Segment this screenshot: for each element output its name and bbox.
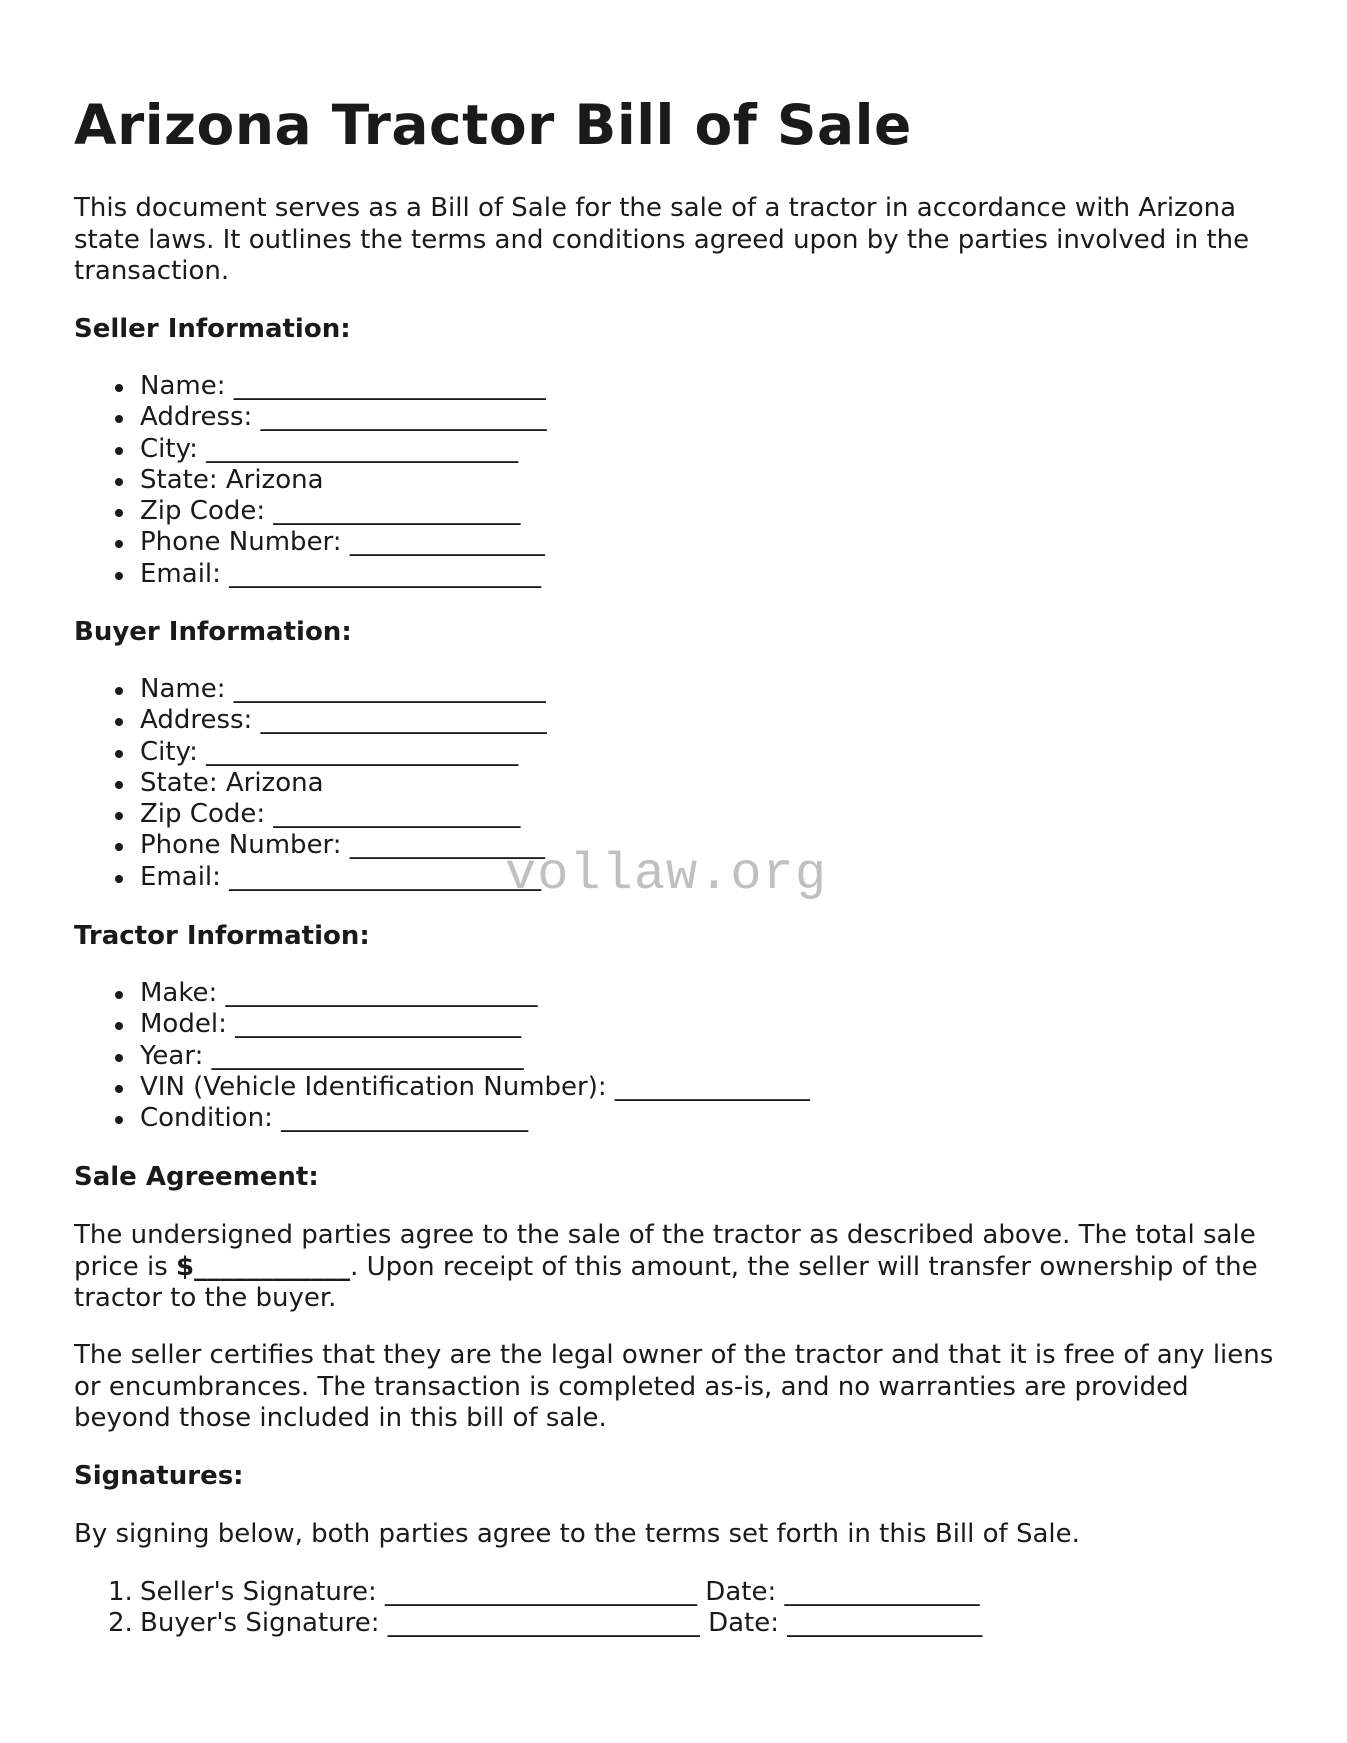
seller-name-field: Name: ________________________ [74,371,547,402]
buyer-name-field: Name: ________________________ [74,674,547,705]
sale-price-blank: $____________ [176,1251,351,1282]
seller-state-field: State: Arizona [74,465,547,496]
buyer-heading: Buyer Information: [74,617,352,647]
list-number: 2. [108,1608,133,1639]
seller-city-field: City: ________________________ [74,434,547,465]
tractor-year-field: Year: ________________________ [74,1041,810,1072]
buyer-state-field: State: Arizona [74,768,547,799]
tractor-condition-field: Condition: ___________________ [74,1103,810,1134]
buyer-address-field: Address: ______________________ [74,705,547,736]
sale-heading: Sale Agreement: [74,1162,319,1192]
signatures-intro: By signing below, both parties agree to the terms set forth in this Bill of Sale. [74,1519,1080,1549]
buyer-email-field: Email: ________________________ [74,862,547,893]
tractor-fields [74,978,810,1134]
tractor-heading: Tractor Information: [74,921,370,951]
seller-certification-paragraph: The seller certifies that they are the legal owner of the tractor and that it is free of any liens or encumbrances. The transaction is completed as-is, and no warranties are provided beyond those included in this bill of sale. [74,1340,1274,1433]
buyer-city-field: City: ________________________ [74,737,547,768]
seller-email-field: Email: ________________________ [74,559,547,590]
sale-price-text-after: . Upon receipt of this amount, the seller will transfer ownership of the tractor to the buyer. [74,1251,1258,1313]
seller-zip-field: Zip Code: ___________________ [74,496,547,527]
seller-fields [74,371,547,590]
page-title: Arizona Tractor Bill of Sale [74,93,912,157]
buyer-signature-text: Buyer's Signature: ________________________ Date: _______________ [140,1608,983,1639]
seller-signature-line [74,1577,982,1608]
seller-address-field: Address: ______________________ [74,402,547,433]
buyer-signature-line [74,1608,982,1639]
tractor-model-field: Model: ______________________ [74,1009,810,1040]
sale-price-text-before: The undersigned parties agree to the sale of the tractor as described above. The total sale price is [74,1220,1256,1282]
sale-price-paragraph [74,1220,1274,1315]
buyer-fields [74,674,547,893]
list-number: 1. [108,1577,133,1607]
watermark: vollaw.org [505,845,828,904]
seller-signature-text: Seller's Signature: ________________________ Date: _______________ [140,1577,980,1607]
signature-lines [74,1577,982,1640]
buyer-zip-field: Zip Code: ___________________ [74,799,547,830]
buyer-phone-field: Phone Number: _______________ [74,830,547,861]
seller-phone-field: Phone Number: _______________ [74,527,547,558]
tractor-make-field: Make: ________________________ [74,978,810,1009]
seller-heading: Seller Information: [74,314,351,344]
intro-paragraph: This document serves as a Bill of Sale for the sale of a tractor in accordance with Arizona state laws. It outlines the terms and conditions agreed upon by the parties involved in the transaction. [74,193,1250,286]
tractor-vin-field: VIN (Vehicle Identification Number): _______________ [74,1072,810,1103]
signatures-heading: Signatures: [74,1461,244,1491]
